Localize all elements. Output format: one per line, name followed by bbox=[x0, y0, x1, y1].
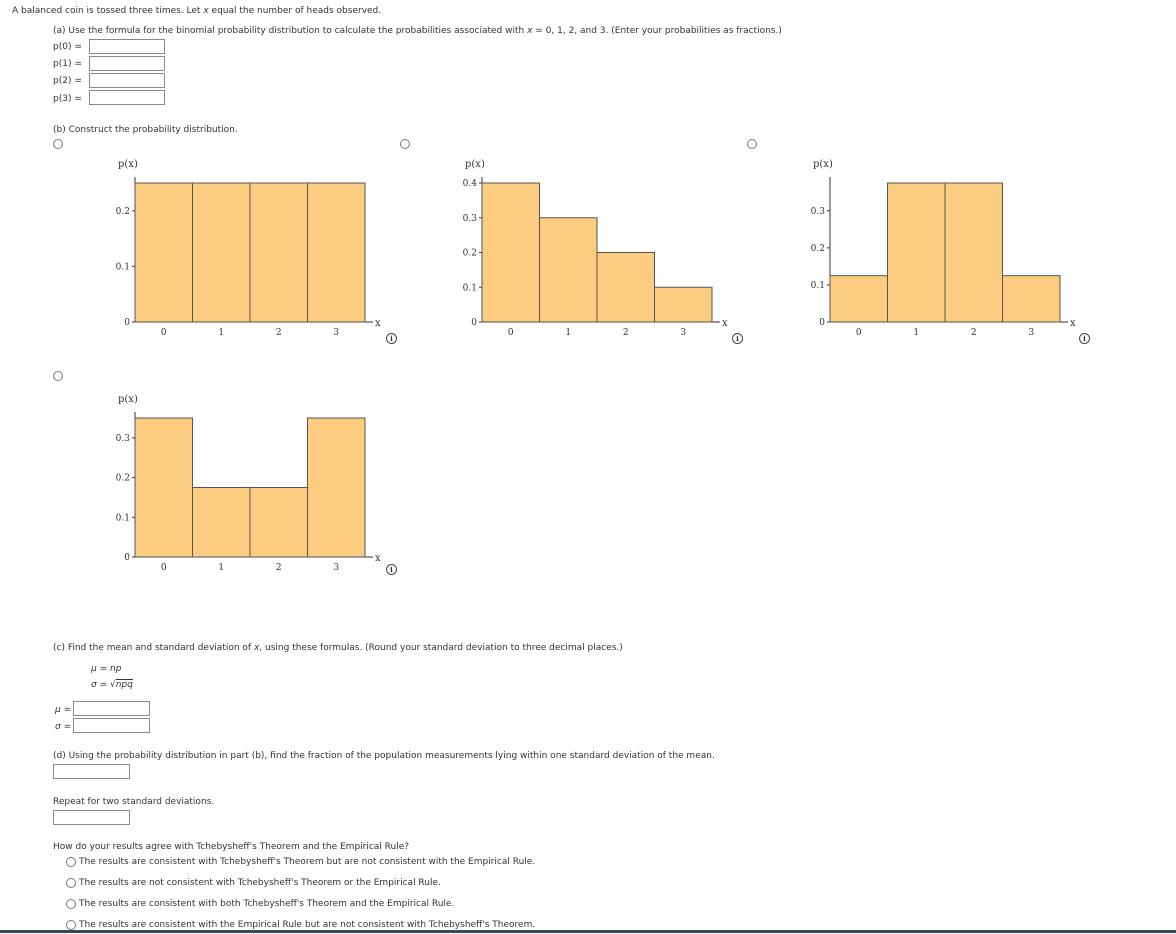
agreement-option-3-label: The results are consistent with both Tchebysheff's Theorem and the Empirical Rule. bbox=[79, 899, 455, 909]
histogram-bar bbox=[830, 276, 888, 322]
histogram-bar bbox=[482, 183, 540, 322]
histogram-bar bbox=[308, 183, 366, 322]
x-tick-label: 2 bbox=[970, 328, 977, 338]
p3-label: p(3) = bbox=[53, 94, 82, 104]
y-tick-label: 0.1 bbox=[810, 280, 825, 291]
y-tick-label: 0 bbox=[819, 318, 825, 328]
question-intro: A balanced coin is tossed three times. Let x equal the number of heads observed. bbox=[12, 6, 382, 16]
y-tick-label: 0.2 bbox=[810, 243, 825, 254]
x-tick-label: 0 bbox=[507, 328, 514, 338]
y-tick-label: 0 bbox=[124, 553, 130, 563]
x-tick-label: 2 bbox=[275, 563, 282, 573]
y-tick-label: 0.2 bbox=[462, 248, 477, 259]
sigma-label: σ = bbox=[55, 722, 72, 732]
p0-input[interactable] bbox=[89, 39, 165, 54]
histogram-option-4 bbox=[100, 385, 400, 580]
info-icon[interactable]: i bbox=[732, 333, 743, 344]
one-sd-input[interactable] bbox=[53, 764, 130, 779]
histogram-bar bbox=[888, 183, 946, 322]
sigma-input[interactable] bbox=[73, 718, 150, 733]
y-tick-label: 0.3 bbox=[810, 206, 825, 217]
y-tick-label: 0 bbox=[124, 318, 130, 328]
x-tick-label: 3 bbox=[680, 328, 687, 338]
y-tick-label: 0.3 bbox=[115, 433, 130, 444]
histogram-bar bbox=[1003, 276, 1061, 322]
p1-input[interactable] bbox=[89, 56, 165, 71]
histogram-bar bbox=[540, 218, 598, 322]
x-tick-label: 1 bbox=[218, 328, 225, 338]
y-axis-label: p(x) bbox=[465, 159, 485, 170]
x-axis-label: x bbox=[722, 318, 728, 329]
agreement-question: How do your results agree with Tchebysheff's Theorem and the Empirical Rule? bbox=[53, 842, 410, 852]
histogram-bar bbox=[193, 183, 251, 322]
y-tick-label: 0.2 bbox=[115, 473, 130, 484]
histogram-bar bbox=[308, 418, 366, 557]
x-axis-label: x bbox=[375, 318, 381, 329]
chart-option-4-radio[interactable] bbox=[53, 371, 63, 381]
histogram-option-3 bbox=[795, 150, 1095, 345]
y-tick-label: 0.3 bbox=[462, 213, 477, 224]
two-sd-input[interactable] bbox=[53, 810, 130, 825]
agreement-option-2-label: The results are not consistent with Tchebysheff's Theorem or the Empirical Rule. bbox=[79, 878, 441, 888]
x-tick-label: 1 bbox=[218, 563, 225, 573]
mu-input[interactable] bbox=[73, 701, 150, 716]
x-tick-label: 3 bbox=[333, 563, 340, 573]
x-tick-label: 0 bbox=[160, 563, 167, 573]
agreement-option-3-radio[interactable] bbox=[66, 899, 76, 909]
mean-formula: μ = np bbox=[91, 664, 122, 674]
histogram-option-1 bbox=[100, 150, 400, 345]
x-tick-label: 3 bbox=[333, 328, 340, 338]
histogram-bar bbox=[193, 488, 251, 558]
x-axis-label: x bbox=[1070, 318, 1076, 329]
y-tick-label: 0.1 bbox=[462, 283, 477, 294]
part-b-prompt: (b) Construct the probability distribution. bbox=[53, 125, 238, 135]
part-c-prompt: (c) Find the mean and standard deviation of x, using these formulas. (Round your standard deviation to three decimal places.) bbox=[53, 643, 623, 653]
p2-input[interactable] bbox=[89, 73, 165, 88]
p1-label: p(1) = bbox=[53, 59, 82, 69]
y-tick-label: 0.2 bbox=[115, 206, 130, 217]
info-icon[interactable]: i bbox=[1079, 333, 1090, 344]
x-tick-label: 2 bbox=[622, 328, 629, 338]
part-d-prompt: (d) Using the probability distribution in part (b), find the fraction of the population measurements lying within one standard deviation of the mean. bbox=[53, 751, 715, 761]
y-axis-label: p(x) bbox=[118, 159, 138, 170]
histogram-bar bbox=[945, 183, 1003, 322]
x-tick-label: 3 bbox=[1028, 328, 1035, 338]
info-icon[interactable]: i bbox=[386, 564, 397, 575]
bottom-bar bbox=[0, 930, 1176, 933]
agreement-option-1-radio[interactable] bbox=[66, 857, 76, 867]
part-a-prompt: (a) Use the formula for the binomial probability distribution to calculate the probabilities associated with x = 0, 1, 2, and 3. (Enter your probabilities as fractions.) bbox=[53, 26, 782, 36]
agreement-option-2-radio[interactable] bbox=[66, 878, 76, 888]
y-tick-label: 0.1 bbox=[115, 262, 130, 273]
y-tick-label: 0.1 bbox=[115, 513, 130, 524]
x-tick-label: 1 bbox=[913, 328, 920, 338]
x-tick-label: 0 bbox=[160, 328, 167, 338]
p3-input[interactable] bbox=[89, 90, 165, 105]
histogram-bar bbox=[135, 183, 193, 322]
p0-label: p(0) = bbox=[53, 42, 82, 52]
y-axis-label: p(x) bbox=[813, 159, 833, 170]
histogram-bar bbox=[135, 418, 193, 557]
x-tick-label: 1 bbox=[565, 328, 572, 338]
x-tick-label: 0 bbox=[855, 328, 862, 338]
repeat-prompt: Repeat for two standard deviations. bbox=[53, 797, 215, 807]
y-tick-label: 0 bbox=[471, 318, 477, 328]
x-tick-label: 2 bbox=[275, 328, 282, 338]
chart-option-2-radio[interactable] bbox=[400, 139, 410, 149]
sd-formula: σ = √npq bbox=[91, 680, 133, 690]
info-icon[interactable]: i bbox=[386, 333, 397, 344]
agreement-option-1-label: The results are consistent with Tchebysheff's Theorem but are not consistent with the Empirical Rule. bbox=[79, 857, 536, 867]
chart-option-3-radio[interactable] bbox=[747, 139, 757, 149]
histogram-option-2 bbox=[447, 150, 747, 345]
p2-label: p(2) = bbox=[53, 76, 82, 86]
y-tick-label: 0.4 bbox=[462, 179, 477, 189]
agreement-option-4-label: The results are consistent with the Empirical Rule but are not consistent with Tchebysheff's Theorem. bbox=[79, 920, 536, 930]
x-axis-label: x bbox=[375, 553, 381, 564]
chart-option-1-radio[interactable] bbox=[53, 139, 63, 149]
mu-label: μ = bbox=[55, 705, 72, 715]
agreement-option-4-radio[interactable] bbox=[66, 920, 76, 930]
histogram-bar bbox=[250, 488, 308, 558]
histogram-bar bbox=[250, 183, 308, 322]
histogram-bar bbox=[655, 287, 713, 322]
histogram-bar bbox=[597, 253, 655, 323]
y-axis-label: p(x) bbox=[118, 394, 138, 405]
